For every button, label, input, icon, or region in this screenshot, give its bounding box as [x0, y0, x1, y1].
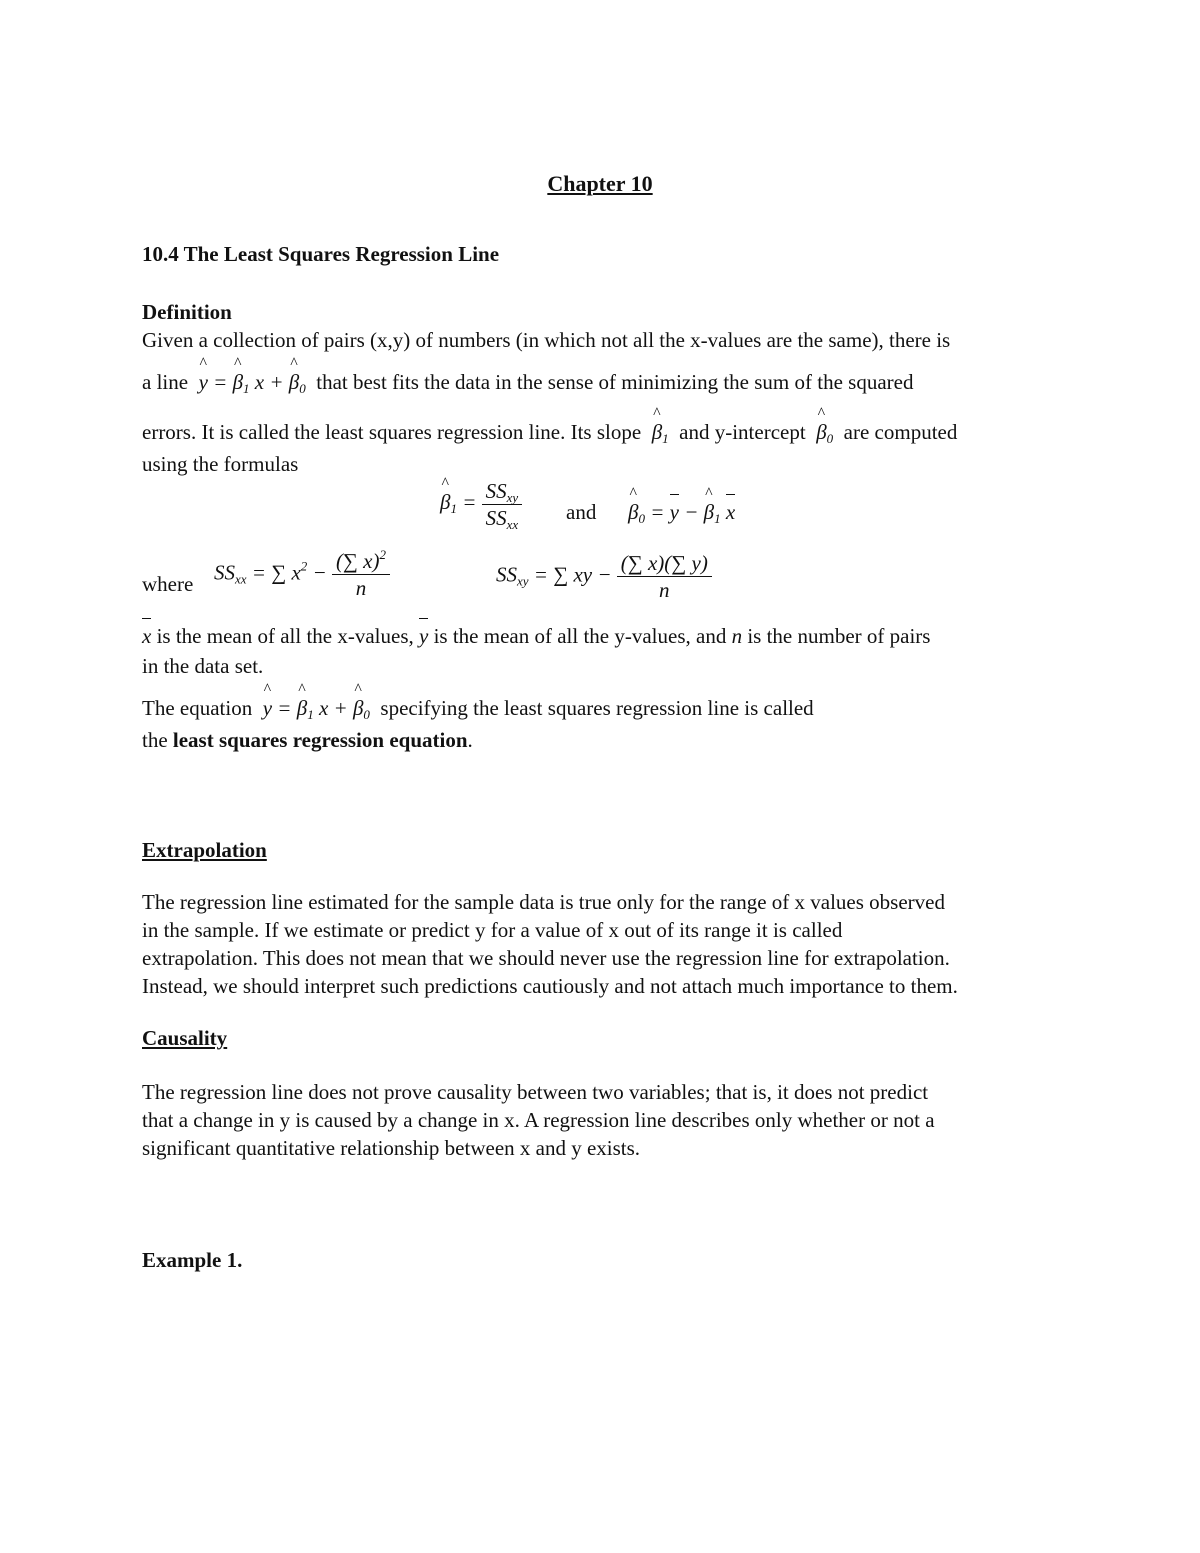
- extrapolation-heading: Extrapolation: [142, 838, 267, 862]
- chapter-title: Chapter 10: [547, 171, 653, 196]
- means-line-2: in the data set.: [142, 654, 264, 678]
- final-line: the least squares regression equation.: [142, 728, 473, 752]
- ssxx-formula: $SS_{xx}$ = ∑ $x^2$ − $\frac{(\sum x)^2}{n}$: [214, 548, 390, 601]
- ssxy-formula: $SS_{xy}$ = ∑ xy − $\frac{(\sum x)(\sum y)}{n}$: [496, 550, 712, 603]
- where-word: where: [142, 572, 194, 596]
- causality-line-1: The regression line does not prove causality between two variables; that is, it does not predict: [142, 1080, 929, 1104]
- regression-equation-inline-2: ^ y = ^ $\beta_1$ x + ^ $\beta_0$: [257, 696, 375, 720]
- intercept-formula: ^ $\beta_0 = y$ − ^ $\beta_1$ x: [628, 498, 735, 526]
- definition-heading: Definition: [142, 300, 232, 324]
- example-heading: Example 1.: [142, 1248, 243, 1272]
- means-line-1: x is the mean of all the x-values, y is the mean of all the y-values, and n is the number of pairs: [142, 624, 931, 648]
- key-term: least squares regression equation: [172, 728, 468, 752]
- and-word: and: [566, 500, 597, 524]
- causality-line-2: that a change in y is caused by a change in x. A regression line describes only whether or not a: [142, 1108, 935, 1132]
- definition-line-2: a line ^ y = ^ $\beta_1$ x + ^ $\beta_0$ that best fits the data in the sense of minimizing the sum of the squared: [142, 368, 913, 396]
- regression-equation-inline: ^ y = ^ $\beta_1$ x + ^ $\beta_0$: [193, 370, 311, 394]
- extrapolation-line-4: Instead, we should interpret such predictions cautiously and not attach much importance to them.: [142, 974, 958, 998]
- intercept-symbol: ^ $\beta_0$: [811, 420, 838, 444]
- section-title: 10.4 The Least Squares Regression Line: [142, 242, 500, 266]
- definition-line-4: using the formulas: [142, 452, 299, 476]
- extrapolation-line-2: in the sample. If we estimate or predict y for a value of x out of its range it is called: [142, 918, 843, 942]
- extrapolation-line-1: The regression line estimated for the sample data is true only for the range of x values observed: [142, 890, 945, 914]
- equation-line: The equation ^ y = ^ $\beta_1$ x + ^ $\beta_0$ specifying the least squares regression line is called: [142, 694, 814, 722]
- extrapolation-line-3: extrapolation. This does not mean that we should never use the regression line for extrapolation.: [142, 946, 950, 970]
- slope-symbol: ^ $\beta_1$: [646, 420, 673, 444]
- definition-line-1: Given a collection of pairs (x,y) of numbers (in which not all the x-values are the same), there is: [142, 328, 951, 352]
- definition-line-3: errors. It is called the least squares regression line. Its slope ^ $\beta_1$ and y-intercept ^ $\beta_0$ are computed: [142, 418, 957, 446]
- slope-formula: ^ $\beta_1$ = $\frac{SS_{xy}}{SS_{xx}}$: [440, 478, 522, 531]
- causality-heading: Causality: [142, 1026, 228, 1050]
- causality-line-3: significant quantitative relationship between x and y exists.: [142, 1136, 641, 1160]
